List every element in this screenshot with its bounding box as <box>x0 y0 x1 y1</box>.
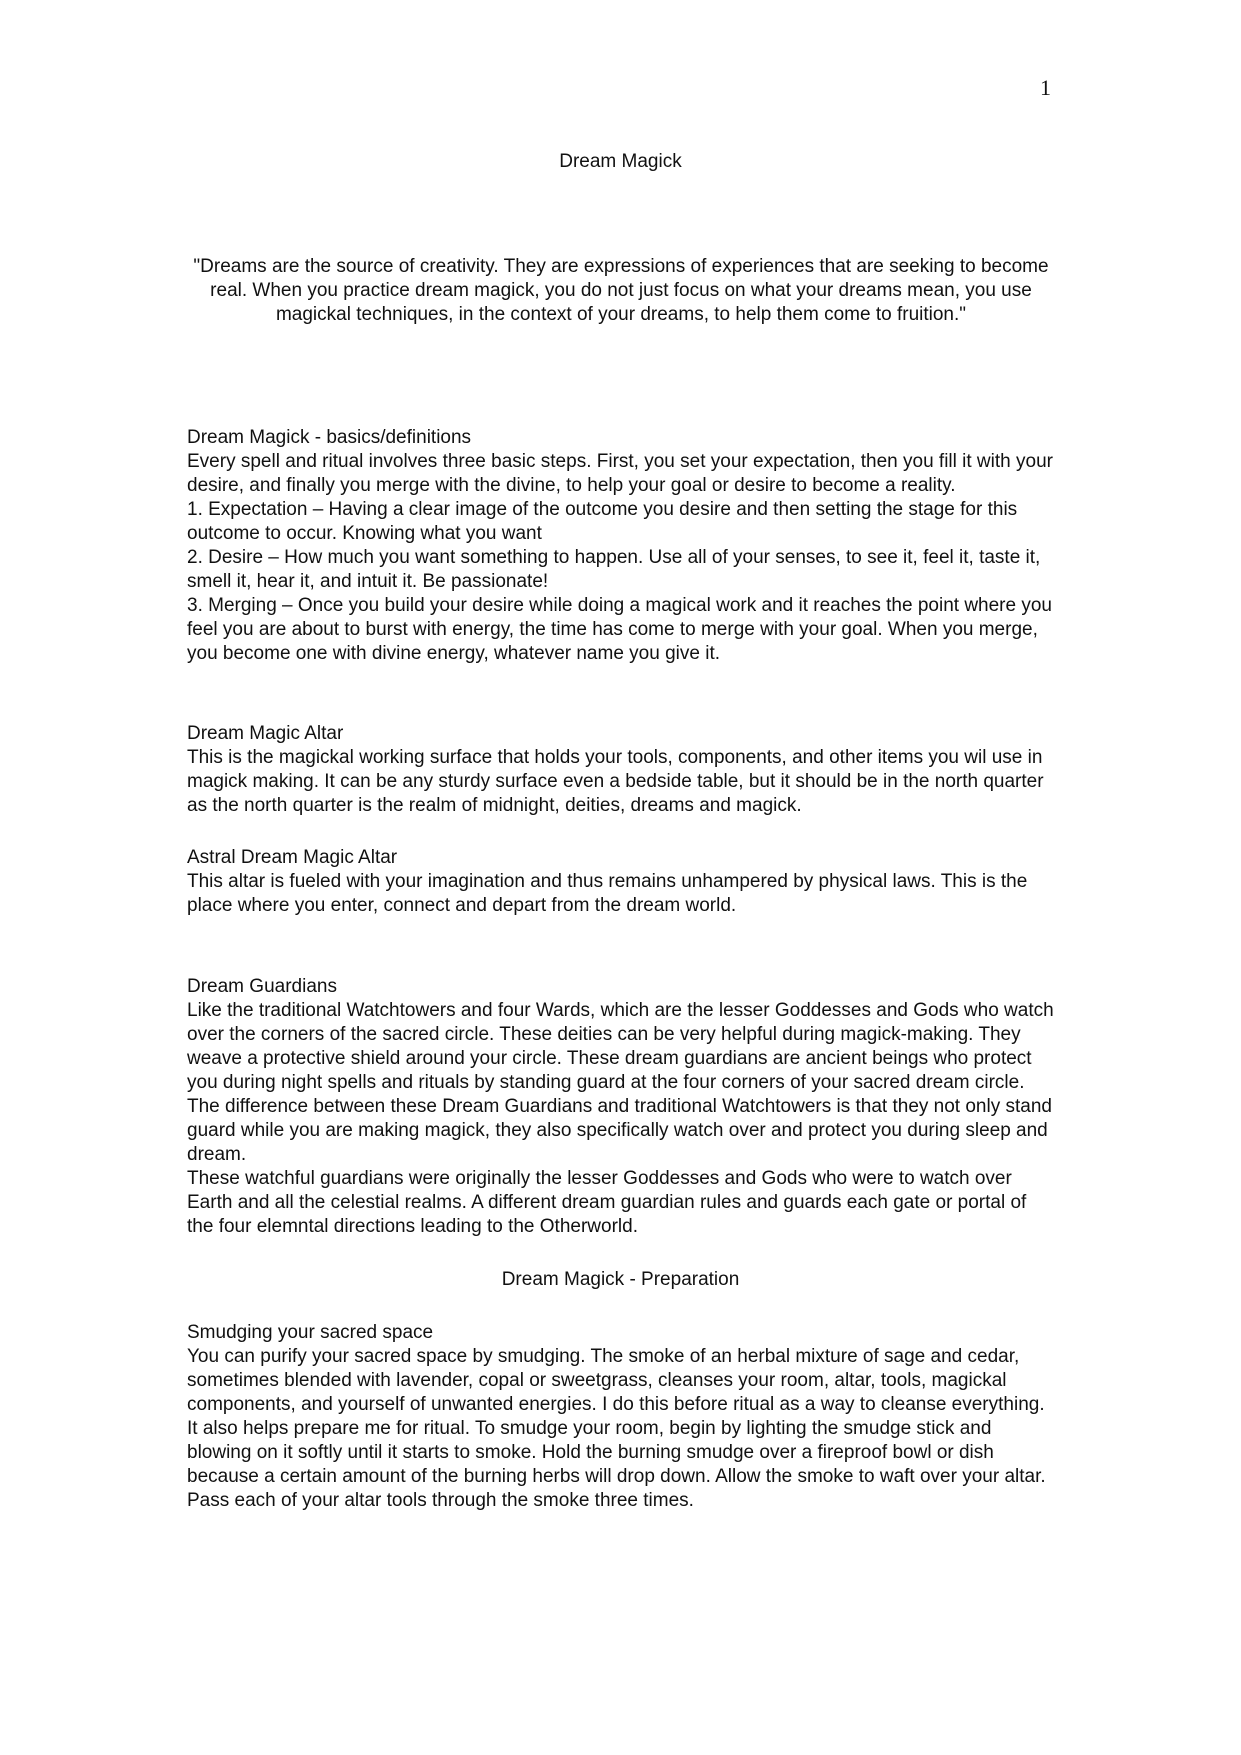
page-number: 1 <box>1040 75 1051 100</box>
section-heading-smudging: Smudging your sacred space <box>187 1322 434 1343</box>
section-guardians <box>187 975 1057 1239</box>
section-altar <box>187 722 1057 818</box>
basics-step-merging: 3. Merging – Once you build your desire while doing a magical work and it reaches the point where you feel you are about to burst with energy, the time has come to merge with your goal. When you merge, you become one with divine energy, whatever name you give it. <box>187 595 1052 664</box>
basics-paragraph: Every spell and ritual involves three basic steps. First, you set your expectation, then you fill it with your desire, and finally you merge with the divine, to help your goal or desire to become a reality. <box>187 451 1053 496</box>
section-astral-altar <box>187 846 1057 918</box>
section-heading-astral-altar: Astral Dream Magic Altar <box>187 847 398 868</box>
basics-step-expectation: 1. Expectation – Having a clear image of the outcome you desire and then setting the stage for this outcome to occur. Knowing what you want <box>187 499 1018 544</box>
altar-paragraph: This is the magickal working surface that holds your tools, components, and other items you wil use in magick making. It can be any sturdy surface even a bedside table, but it should be in the north quarter as the north quarter is the realm of midnight, deities, dreams and magick. <box>187 747 1044 816</box>
smudging-paragraph: You can purify your sacred space by smudging. The smoke of an herbal mixture of sage and cedar, sometimes blended with lavender, copal or sweetgrass, cleanses your room, altar, tools, magickal components, and yourself of unwanted energies. I do this before ritual as a way to cleanse everything. It also helps prepare me for ritual. To smudge your room, begin by lighting the smudge stick and blowing on it softly until it starts to smoke. Hold the burning smudge over a fireproof bowl or dish because a certain amount of the burning herbs will drop down. Allow the smoke to waft over your altar. Pass each of your altar tools through the smoke three times. <box>187 1346 1046 1511</box>
section-smudging <box>187 1321 1057 1513</box>
guardians-paragraph-2: These watchful guardians were originally the lesser Goddesses and Gods who were to watch over Earth and all the celestial realms. A different dream guardian rules and guards each gate or portal of the four elemntal directions leading to the Otherworld. <box>187 1168 1027 1237</box>
basics-step-desire: 2. Desire – How much you want something to happen. Use all of your senses, to see it, feel it, taste it, smell it, hear it, and intuit it. Be passionate! <box>187 547 1041 592</box>
section-basics <box>187 426 1057 666</box>
astral-altar-paragraph: This altar is fueled with your imagination and thus remains unhampered by physical laws. This is the place where you enter, connect and depart from the dream world. <box>187 871 1028 916</box>
opening-quote: "Dreams are the source of creativity. They are expressions of experiences that are seeking to become real. When you practice dream magick, you do not just focus on what your dreams mean, you use magickal techniques, in the context of your dreams, to help them come to fruition." <box>193 256 1049 325</box>
section-heading-preparation: Dream Magick - Preparation <box>501 1269 740 1290</box>
document-title: Dream Magick <box>559 151 682 172</box>
section-heading-basics: Dream Magick - basics/definitions <box>187 427 472 448</box>
section-heading-altar: Dream Magic Altar <box>187 723 344 744</box>
guardians-paragraph: Like the traditional Watchtowers and four Wards, which are the lesser Goddesses and Gods who watch over the corners of the sacred circle. These deities can be very helpful during magick-making. They weave a protective shield around your circle. These dream guardians are ancient beings who protect you during night spells and rituals by standing guard at the four corners of your sacred dream circle. The difference between these Dream Guardians and traditional Watchtowers is that they not only stand guard while you are making magick, they also specifically watch over and protect you during sleep and dream. <box>187 1000 1054 1165</box>
section-heading-guardians: Dream Guardians <box>187 976 337 997</box>
